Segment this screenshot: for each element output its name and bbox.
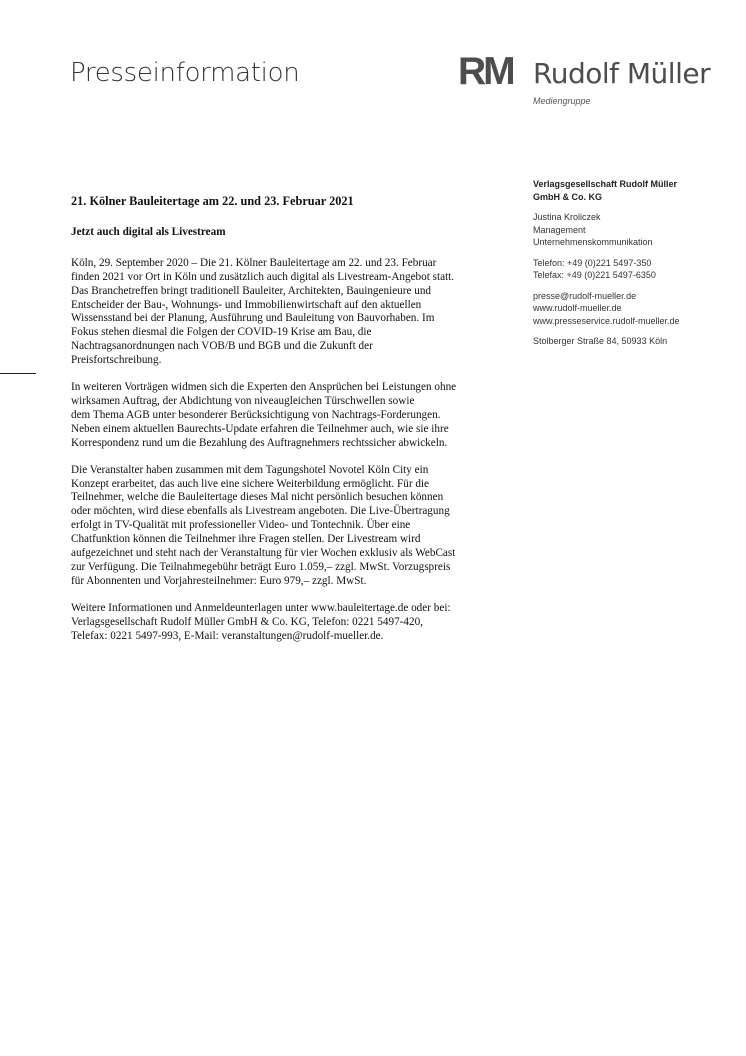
logo-mark: RM	[458, 50, 513, 93]
article-title: 21. Kölner Bauleitertage am 22. und 23. Februar 2021	[71, 194, 354, 208]
paragraph-line: dem Thema AGB unter besonderer Berücksichtigung von Nachtrags-Forderungen.	[71, 408, 441, 421]
article-body	[71, 195, 511, 656]
sidebar-company-line: Verlagsgesellschaft Rudolf Müller	[533, 179, 678, 189]
logo-company-name: Rudolf Müller	[533, 57, 711, 90]
paragraph-line: oder möchten, wird diese ebenfalls als Livestream angeboten. Die Live-Übertragung	[71, 505, 450, 518]
paragraph-line: In weiteren Vorträgen widmen sich die Experten den Ansprüchen bei Leistungen ohne	[71, 381, 457, 394]
page-header-title: Presseinformation	[70, 58, 300, 88]
article-paragraph	[71, 257, 511, 368]
paragraph-line: Chatfunktion können die Teilnehmer ihre Fragen stellen. Der Livestream wird	[71, 533, 421, 546]
paragraph-line: Konzept erarbeitet, das auch live eine sichere Weiterbildung ermöglicht. Für die	[71, 477, 430, 490]
paragraph-line: Köln, 29. September 2020 – Die 21. Kölner Bauleitertage am 22. und 23. Februar	[71, 256, 437, 269]
paragraph-line: Entscheider der Bau-, Wohnungs- und Immobilienwirtschaft auf den aktuellen	[71, 298, 422, 311]
sidebar-contact-person	[533, 211, 733, 249]
sidebar-web-links	[533, 290, 733, 328]
logo-subtitle: Mediengruppe	[533, 96, 591, 106]
sidebar-web-link[interactable]: presse@rudolf-mueller.de	[533, 290, 637, 301]
article-subtitle: Jetzt auch digital als Livestream	[71, 225, 226, 238]
paragraph-line: wirksamen Auftrag, der Abdichtung von niveaugleichen Türschwellen sowie	[71, 394, 415, 407]
sidebar-web-link[interactable]: www.rudolf-mueller.de	[533, 303, 622, 313]
contact-sidebar	[533, 178, 733, 356]
sidebar-phone-fax	[533, 257, 733, 282]
paragraph-line: Korrespondenz rund um die Bezahlung des Auftragnehmers rechtssicher abwickeln.	[71, 436, 448, 449]
sidebar-phone-line: Telefon: +49 (0)221 5497-350	[533, 257, 652, 268]
paragraph-line: Telefax: 0221 5497-993, E-Mail: veranstaltungen@rudolf-mueller.de.	[71, 629, 384, 642]
paragraph-line: Nachtragsanordnungen nach VOB/B und BGB und die Zukunft der	[71, 340, 373, 353]
article-paragraph	[71, 381, 511, 451]
paragraph-line: Preisfortschreibung.	[71, 354, 162, 367]
article-paragraph	[71, 464, 511, 589]
fold-mark	[0, 373, 36, 374]
paragraph-line: Das Branchetreffen bringt traditionell Bauleiter, Architekten, Bauingenieure und	[71, 284, 432, 297]
paragraph-line: finden 2021 vor Ort in Köln und zusätzlich auch digital als Livestream-Angebot statt.	[71, 270, 455, 283]
sidebar-contact-line: Unternehmenskommunikation	[533, 237, 653, 247]
paragraph-line: zur Verfügung. Die Teilnahmegebühr beträgt Euro 1.059,– zzgl. MwSt. Vorzugspreis	[71, 560, 451, 573]
paragraph-line: Wissensstand bei der Planung, Ausführung und Bauleitung von Bauvorhaben. Im	[71, 312, 435, 325]
sidebar-company-line: GmbH & Co. KG	[533, 191, 602, 202]
article-paragraphs	[71, 257, 511, 644]
sidebar-address	[533, 335, 733, 348]
paragraph-line: Fokus stehen diesmal die Folgen der COVID-19 Krise am Bau, die	[71, 326, 372, 339]
sidebar-web-link[interactable]: www.presseservice.rudolf-mueller.de	[533, 315, 680, 326]
paragraph-line: für Abonnenten und Vorjahresteilnehmer: Euro 979,– zzgl. MwSt.	[71, 574, 367, 587]
paragraph-line: Weitere Informationen und Anmeldeunterlagen unter www.bauleitertage.de oder bei:	[71, 601, 451, 614]
paragraph-line: erfolgt in TV-Qualität mit professioneller Video- und Tontechnik. Über eine	[71, 519, 411, 532]
sidebar-company	[533, 178, 733, 203]
sidebar-contact-line: Justina Kroliczek	[533, 212, 601, 222]
paragraph-line: Die Veranstalter haben zusammen mit dem Tagungshotel Novotel Köln City ein	[71, 463, 429, 476]
sidebar-address-line: Stolberger Straße 84, 50933 Köln	[533, 336, 668, 346]
sidebar-contact-line: Management	[533, 224, 586, 235]
paragraph-line: Teilnehmer, welche die Bauleitertage dieses Mal nicht persönlich besuchen können	[71, 491, 444, 504]
paragraph-line: Verlagsgesellschaft Rudolf Müller GmbH & Co. KG, Telefon: 0221 5497-420,	[71, 615, 423, 628]
article-paragraph	[71, 602, 511, 644]
sidebar-phone-line: Telefax: +49 (0)221 5497-6350	[533, 270, 656, 280]
paragraph-line: Neben einem aktuellen Baurechts-Update erfahren die Teilnehmer auch, wie sie ihre	[71, 422, 449, 435]
paragraph-line: aufgezeichnet und steht nach der Veranstaltung für vier Wochen exklusiv als WebCast	[71, 547, 456, 560]
